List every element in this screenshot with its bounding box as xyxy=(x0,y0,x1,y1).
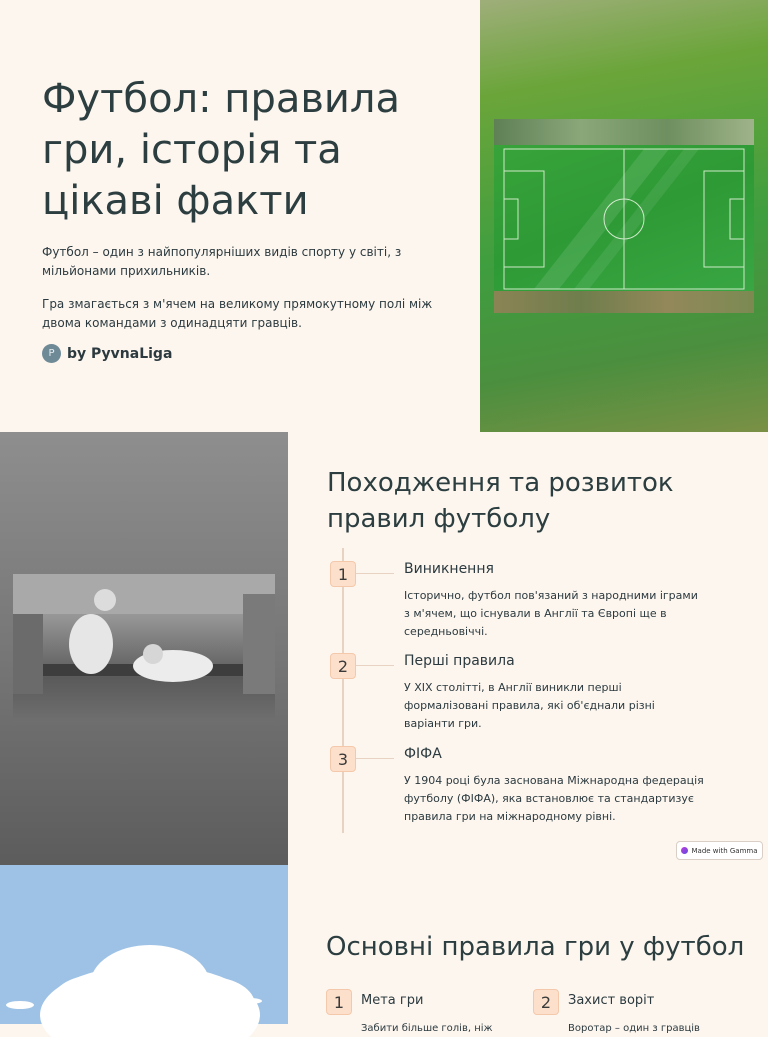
author-name[interactable]: by PyvnaLiga xyxy=(67,345,173,362)
timeline-connector xyxy=(356,573,394,574)
timeline-text: Історично, футбол пов'язаний з народними іграми з м'ячем, що існували в Англії та Європі ще в середньовіччі. xyxy=(404,589,698,638)
intro-paragraph-2: Гра змагається з м'ячем на великому прямокутному полі між двома командами з одинадцяти гравців. xyxy=(42,297,433,330)
rule-heading: Захист воріт xyxy=(568,993,655,1008)
timeline-text: У XIX столітті, в Англії виникли перші формалізовані правила, які об'єднали різні варіанти гри. xyxy=(404,681,655,730)
timeline-heading: ФІФА xyxy=(404,746,442,762)
timeline-connector xyxy=(356,758,394,759)
slide-title xyxy=(0,0,768,432)
badge-label: Made with Gamma xyxy=(691,846,758,855)
slide-rules xyxy=(0,865,768,1034)
timeline-number: 1 xyxy=(330,561,356,587)
timeline-heading: Виникнення xyxy=(404,561,494,577)
rule-text: Воротар – один з гравців xyxy=(568,1023,700,1034)
timeline-text: У 1904 році була заснована Міжнародна федерація футболу (ФІФА), яка встановлює та стандартизує правила гри на міжнародному рівні. xyxy=(404,774,704,823)
football-field-image xyxy=(494,119,754,313)
timeline-number: 2 xyxy=(330,653,356,679)
sky-image-panel xyxy=(0,865,288,1024)
gamma-logo-icon xyxy=(681,847,688,854)
field-image-panel xyxy=(480,0,768,432)
rule-heading: Мета гри xyxy=(361,993,424,1008)
history-title: Походження та розвиток правил футболу xyxy=(327,468,674,534)
page-title: Футбол: правила гри, історія та цікаві факти xyxy=(42,76,401,224)
players-photo xyxy=(13,574,275,722)
intro-paragraph-1: Футбол – один з найпопулярніших видів спорту у світі, з мільйонами прихильників. xyxy=(42,245,402,278)
field-ground-strip xyxy=(494,291,754,313)
rule-text: Забити більше голів, ніж xyxy=(361,1023,493,1034)
timeline-line xyxy=(342,548,344,833)
rules-title: Основні правила гри у футбол xyxy=(326,932,745,962)
timeline-connector xyxy=(356,665,394,666)
made-with-gamma-badge[interactable] xyxy=(676,841,763,860)
timeline-number: 3 xyxy=(330,746,356,772)
author-byline[interactable] xyxy=(42,344,172,363)
rule-number: 2 xyxy=(533,989,559,1015)
avatar[interactable]: P xyxy=(42,344,61,363)
cloud-icon xyxy=(0,865,288,1024)
timeline-heading: Перші правила xyxy=(404,653,515,669)
pitch-markings-icon xyxy=(494,119,754,313)
slide-history xyxy=(0,432,768,865)
players-image-panel xyxy=(0,432,288,865)
rule-number: 1 xyxy=(326,989,352,1015)
